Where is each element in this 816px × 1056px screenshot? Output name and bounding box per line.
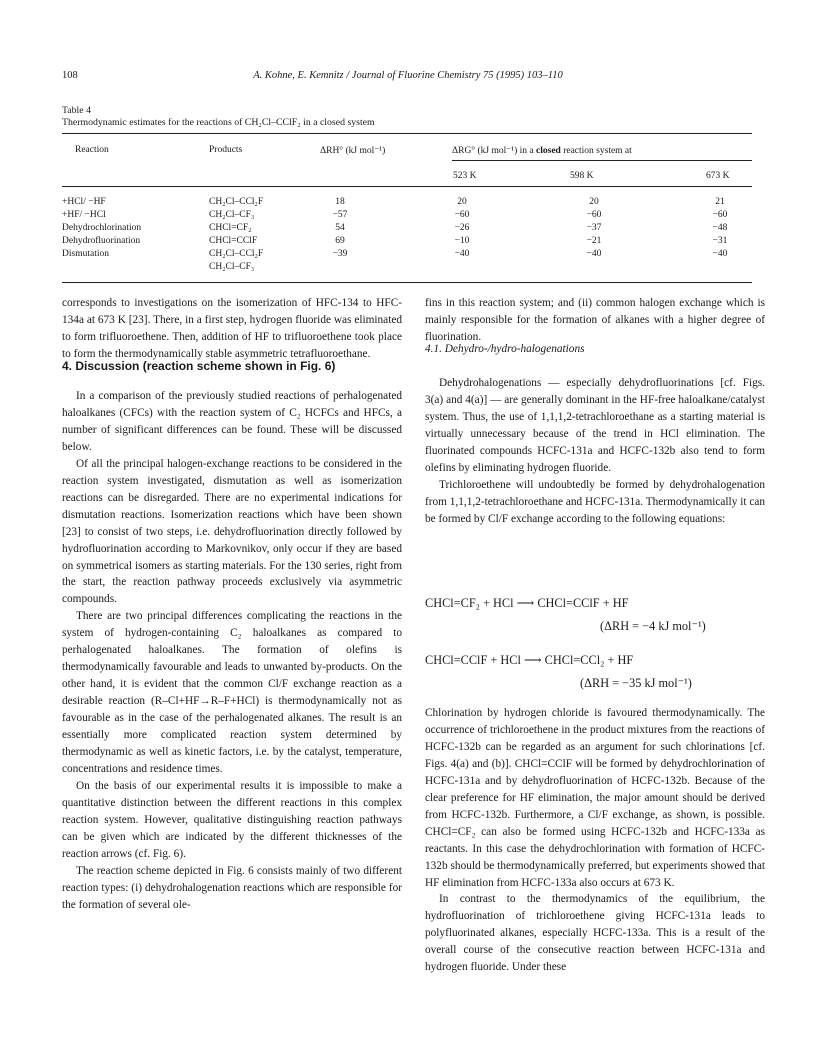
right-column-intro	[425, 295, 765, 346]
paragraph: The reaction scheme depicted in Fig. 6 consists mainly of two different reaction types: (i) dehydrohalogenation reactions which are responsible for the formation of several ole-	[62, 864, 402, 911]
page-number: 108	[62, 70, 78, 81]
cell-dh: 18	[335, 197, 345, 207]
cell-g523: −26	[454, 223, 470, 233]
cell-reaction: +HCl/ −HF	[62, 197, 106, 207]
subsection-heading: 4.1. Dehydro-/hydro-halogenations	[425, 343, 585, 355]
cell-g523: 20	[457, 197, 467, 207]
header-gibbs-bold: closed	[536, 146, 561, 156]
table-header-rule	[62, 186, 752, 187]
section-heading: 4. Discussion (reaction scheme shown in Fig. 6)	[62, 359, 336, 373]
cell-reaction: Dehydrofluorination	[62, 236, 141, 246]
header-gibbs-prefix: ΔRG° (kJ mol⁻¹) in a	[452, 146, 534, 156]
cell-g598: −21	[586, 236, 602, 246]
cell-g523: −60	[454, 210, 470, 220]
right-column-body-top	[425, 375, 765, 528]
paragraph: There are two principal differences complicating the reactions in the system of hydrogen-containing C₂ haloalkanes as compared to perhalogenated haloalkanes. The formation of olefins is thermodynamically favourable and leads to unwanted by-products. On the other hand, it is evident that the common Cl/F exchange reaction as a desirable reaction (R–Cl+HF→R–F+HCl) is thermodynamically not as favourable as in the case of the perhalogenated alkanes. The result is an essentially more complicated reaction system determined by thermodynamic as well as kinetic factors, i.e. by the catalyst, temperature, concentrations and residence times.	[62, 610, 402, 775]
cell-dh: −39	[332, 249, 348, 259]
paragraph: On the basis of our experimental results it is impossible to make a quantitative distinction between the different reactions in this complex reaction system. However, qualitative distinguishing reaction pathways can be given which are indicated by the different thicknesses of the reaction arrows (cf. Fig. 6).	[62, 779, 402, 860]
paragraph: Of all the principal halogen-exchange reactions to be considered in the reaction system investigated, dismutation as well as isomerization reactions can be disregarded. There are no experimental indications for dismutation reactions. Isomerization reactions which have been shown [23] to consist of two steps, i.e. dehydrofluorination directly followed by hydrofluorination according to Markovnikov, only occur if they are based on symmetrical isomers as starting materials. For the 130 series, right from the start, the reaction pathway proceeds exclusively via asymmetric compounds.	[62, 457, 402, 606]
paragraph: Dehydrohalogenations — especially dehydrofluorinations [cf. Figs. 3(a) and 4(a)] — are generally dominant in the HF-free haloalkane/catalyst system. Thus, the use of 1,1,1,2-tetrachloroethane as a starting material is virtually unnecessary because of the trend in HCl elimination. The fluorinated compounds HCFC-131a and HCFC-132b also tend to form olefins by eliminating hydrogen fluoride.	[425, 377, 765, 474]
running-head: A. Kohne, E. Kemnitz / Journal of Fluorine Chemistry 75 (1995) 103–110	[253, 70, 563, 81]
table-sub-rule	[452, 160, 752, 161]
cell-products: CHCl=CF₂	[209, 223, 252, 233]
cell-g673: −40	[712, 249, 728, 259]
header-gibbs-suffix: reaction system at	[563, 146, 632, 156]
header-reaction: Reaction	[75, 145, 109, 155]
cell-products: CH₂Cl–CCl₂F	[209, 197, 264, 207]
header-temp-598: 598 K	[570, 171, 594, 181]
cell-g598: 20	[589, 197, 599, 207]
cell-g523: −10	[454, 236, 470, 246]
cell-reaction: Dehydrochlorination	[62, 223, 142, 233]
equation-1-note: (ΔRH = −4 kJ mol⁻¹)	[600, 619, 706, 633]
paragraph: corresponds to investigations on the isomerization of HFC-134 to HFC-134a at 673 K [23]. There, in a first step, hydrogen fluoride was eliminated to form trifluoroethene. Then, addition of HF to trifluoroethene took place to form the thermodynamically stable asymmetric tetrafluoroethane.	[62, 297, 402, 360]
left-column-intro	[62, 295, 402, 363]
cell-products-extra: CH₂Cl–CF₃	[209, 262, 255, 272]
header-products: Products	[209, 145, 243, 155]
table-bottom-rule	[62, 282, 752, 283]
cell-g598: −60	[586, 210, 602, 220]
cell-g673: −60	[712, 210, 728, 220]
cell-g673: −48	[712, 223, 728, 233]
cell-reaction: +HF/ −HCl	[62, 210, 106, 220]
table-caption: Thermodynamic estimates for the reactions of CH₂Cl–CClF₂ in a closed system	[62, 117, 375, 128]
cell-g598: −37	[586, 223, 602, 233]
table-top-rule	[62, 133, 752, 134]
paragraph: In a comparison of the previously studied reactions of perhalogenated haloalkanes (CFCs) with the reaction system of C₂ HCFCs and HFCs, a number of significant differences can be found. These will be discussed below.	[62, 390, 402, 453]
paragraph: fins in this reaction system; and (ii) common halogen exchange which is mainly responsible for the formation of alkanes with a higher degree of fluorination.	[425, 297, 765, 343]
equation-1: CHCl=CF₂ + HCl ⟶ CHCl=CClF + HF	[425, 596, 629, 610]
cell-products: CH₂Cl–CF₃	[209, 210, 255, 220]
cell-dh: 69	[335, 236, 345, 246]
cell-products: CHCl=CClF	[209, 236, 258, 246]
header-enthalpy: ΔRH° (kJ mol⁻¹)	[320, 146, 386, 156]
paragraph: In contrast to the thermodynamics of the equilibrium, the hydrofluorination of trichloroethene giving HCFC-131a leads to polyfluorinated alkanes, especially HCFC-133a. This is a result of the overall course of the consecutive reaction between HCFC-131a and hydrogen fluoride. Under these	[425, 893, 765, 974]
header-temp-673: 673 K	[706, 171, 730, 181]
cell-dh: 54	[335, 223, 345, 233]
cell-products: CH₂Cl–CCl₂F	[209, 249, 264, 259]
right-column-body-bottom	[425, 705, 765, 976]
cell-reaction: Dismutation	[62, 249, 109, 259]
paragraph: Trichloroethene will undoubtedly be formed by dehydrohalogenation from 1,1,1,2-tetrachloroethane and HCFC-131a. Thermodynamically it can be formed by Cl/F exchange according to the following equations:	[425, 478, 765, 525]
cell-g523: −40	[454, 249, 470, 259]
cell-g673: −31	[712, 236, 728, 246]
cell-g673: 21	[715, 197, 725, 207]
cell-dh: −57	[332, 210, 348, 220]
equation-2: CHCl=CClF + HCl ⟶ CHCl=CCl₂ + HF	[425, 653, 634, 667]
equation-2-note: (ΔRH = −35 kJ mol⁻¹)	[580, 676, 692, 690]
cell-g598: −40	[586, 249, 602, 259]
table-label: Table 4	[62, 105, 91, 116]
left-column-body	[62, 388, 402, 914]
header-gibbs	[452, 145, 632, 156]
paragraph: Chlorination by hydrogen chloride is favoured thermodynamically. The occurrence of trichloroethene in the product mixtures from the reactions of HCFC-132b can be regarded as an argument for such chlorinations [cf. Figs. 4(a) and (b)]. CHCl=CClF will be formed by dehydrochlorination of HCFC-131a and by dehydrofluorination of HCFC-132b. Because of the clear preference for HF elimination, the major amount should be derived from HCFC-132b. Furthermore, a Cl/F exchange, as shown, is possible. CHCl=CF₂ can also be formed using HCFC-132b and HCFC-133a as reactants. In this case the dehydrochlorination with formation of HCFC-132b should be thermodynamically preferred, but experiments showed that HF elimination from HCFC-133a also occurs at 673 K.	[425, 707, 765, 889]
header-temp-523: 523 K	[453, 171, 477, 181]
